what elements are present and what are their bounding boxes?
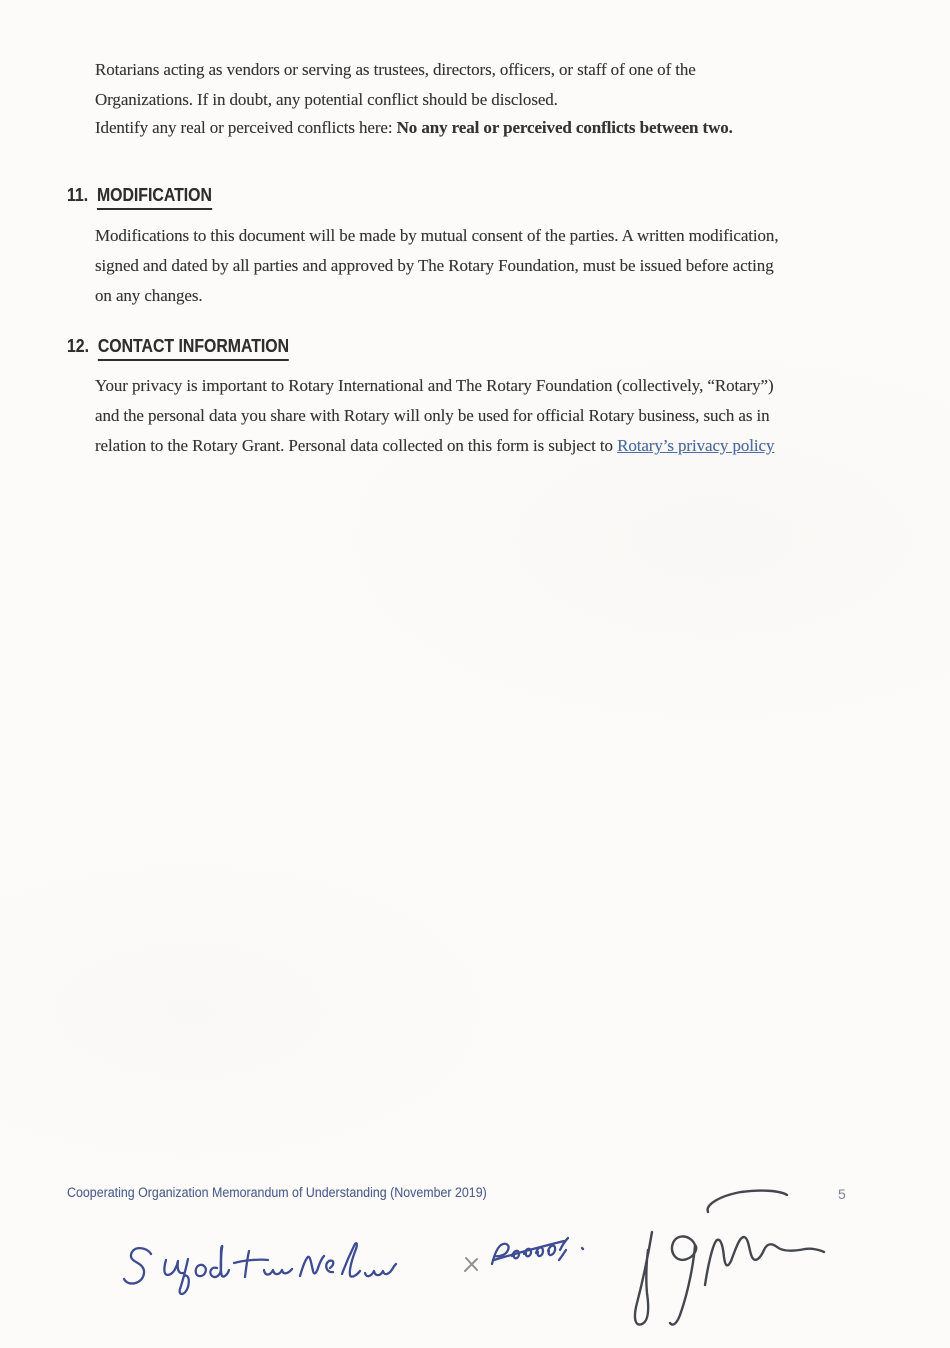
signature-middle-ink <box>492 1238 583 1264</box>
intro-paragraph <box>95 55 696 115</box>
section-11-paragraph <box>95 221 778 311</box>
intro-line-1: Rotarians acting as vendors or serving as trustees, directors, officers, or staff of one of the <box>95 60 696 79</box>
section-12-title: CONTACT INFORMATION <box>98 336 289 361</box>
handwritten-signature-right <box>615 1185 845 1348</box>
section-12-line-1: Your privacy is important to Rotary International and The Rotary Foundation (collectively, “Rotary”) <box>95 376 774 395</box>
privacy-policy-link[interactable]: Rotary’s privacy policy <box>617 436 775 455</box>
conflicts-answer: No any real or perceived conflicts between two. <box>396 118 733 137</box>
handwritten-signature-left <box>118 1232 418 1312</box>
section-12-heading <box>67 336 319 361</box>
signature-left-ink <box>124 1243 396 1294</box>
conflicts-line <box>95 113 733 143</box>
section-12-paragraph <box>95 371 774 461</box>
footer <box>67 1184 523 1202</box>
conflicts-label: Identify any real or perceived conflicts here: <box>95 118 397 137</box>
section-12-number: 12. <box>67 336 90 356</box>
section-11-heading <box>67 185 232 210</box>
section-12-line-3 <box>95 431 774 461</box>
section-12-line-2: and the personal data you share with Rotary will only be used for official Rotary business, such as in <box>95 406 770 425</box>
signature-right-ink <box>635 1191 824 1325</box>
section-11-line-2: signed and dated by all parties and approved by The Rotary Foundation, must be issued before acting <box>95 256 774 275</box>
section-11-number: 11. <box>67 185 89 205</box>
section-11-line-1: Modifications to this document will be made by mutual consent of the parties. A written modification, <box>95 226 779 245</box>
page-number: 5 <box>838 1186 846 1202</box>
section-11-title: MODIFICATION <box>97 185 212 210</box>
section-11-line-3: on any changes. <box>95 286 203 305</box>
handwritten-signature-middle <box>440 1228 610 1290</box>
x-mark <box>465 1258 477 1271</box>
footer-text: Cooperating Organization Memorandum of Understanding (November 2019) <box>67 1185 487 1200</box>
intro-line-2: Organizations. If in doubt, any potential conflict should be disclosed. <box>95 90 558 109</box>
section-12-line-3-text: relation to the Rotary Grant. Personal data collected on this form is subject to <box>95 436 618 455</box>
